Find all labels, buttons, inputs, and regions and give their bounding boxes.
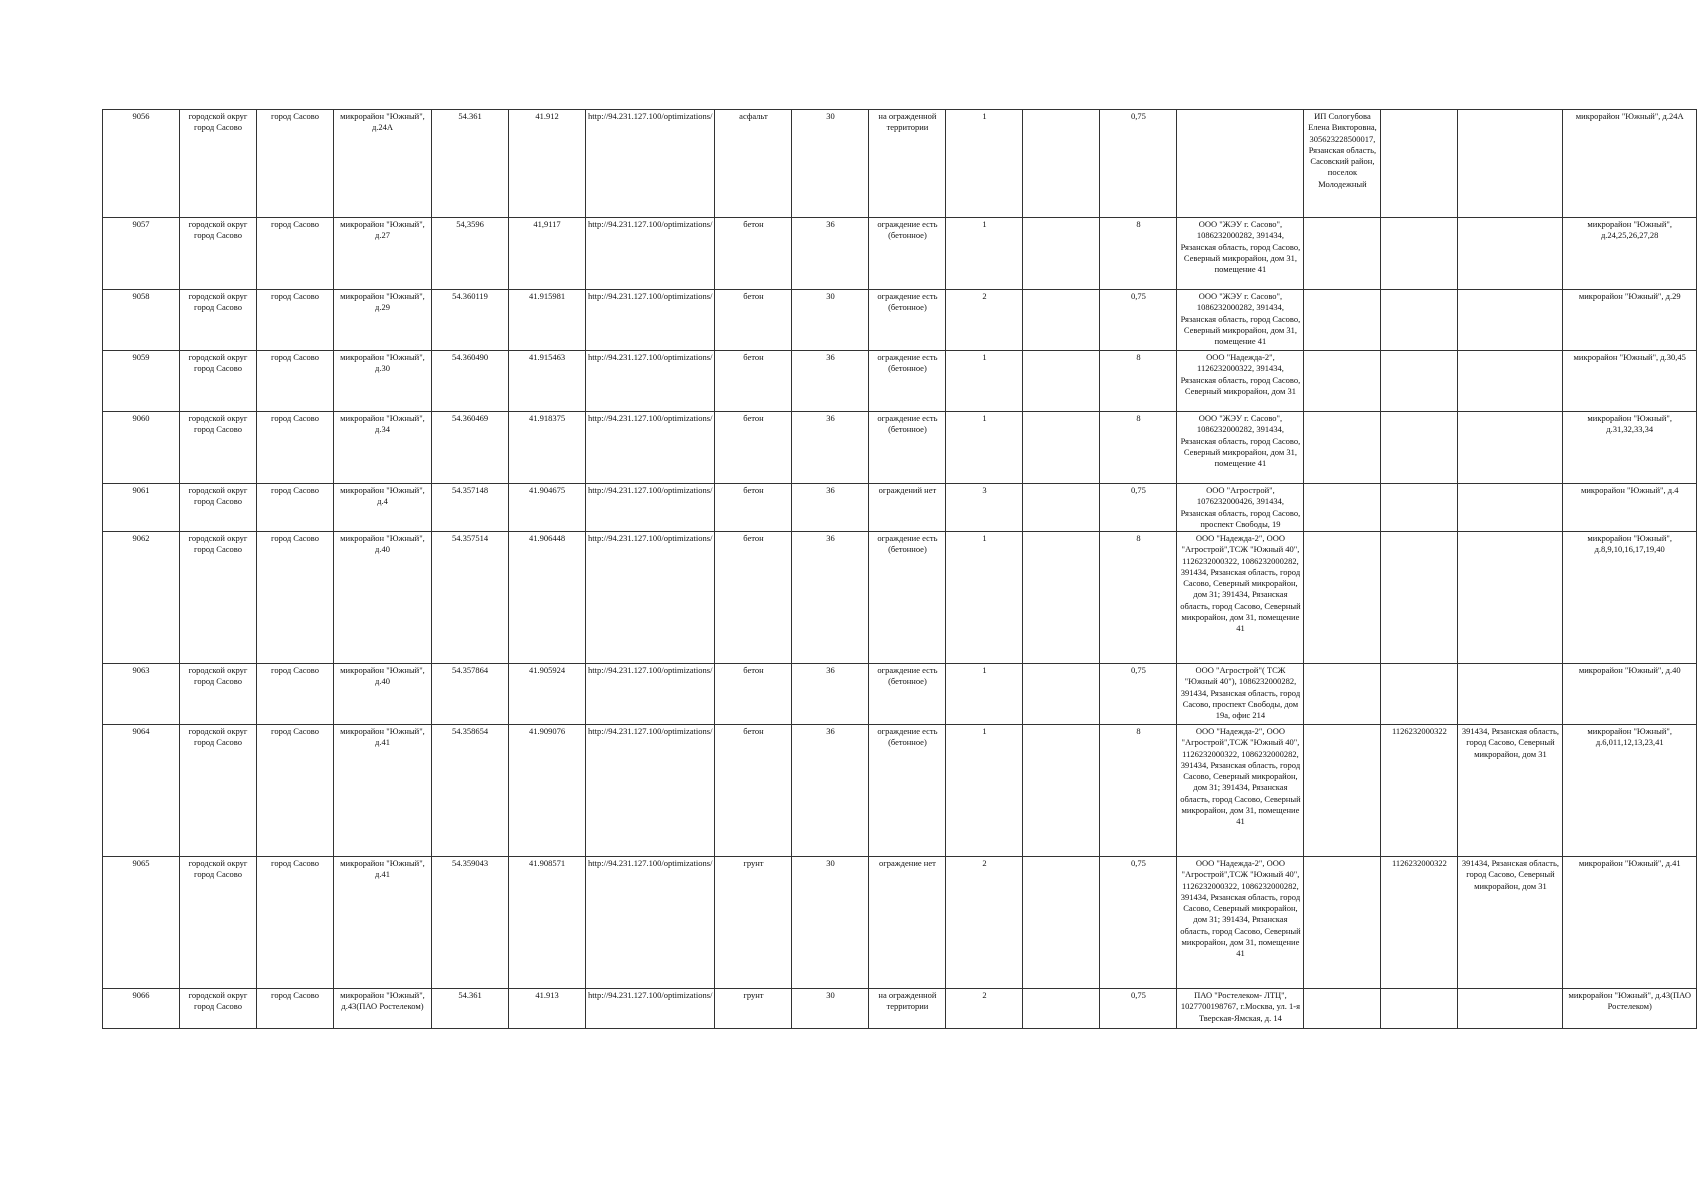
surface-cell: бетон (715, 290, 792, 351)
address-cell: микрорайон "Южный", д.40 (334, 532, 432, 664)
area-cell: 36 (792, 484, 869, 532)
fence-cell: ограждение есть (бетонное) (869, 218, 946, 290)
city-cell: город Сасово (257, 989, 334, 1029)
owner-cell: ООО "Агрострой"( ТСЖ "Южный 40"), 1086232000282, 391434, Рязанская область, город Сасово, проспект Свободы, дом 19а, офис 214 (1177, 664, 1304, 725)
owner-cell: ООО "Надежда-2", ООО "Агрострой",ТСЖ "Южный 40", 1126232000322, 1086232000282, 391434, Рязанская область, город Сасово, Северный микрорайон, дом 31; 391434, Рязанская область, город Сасово, Северный микрорайон, дом 31, помещение 41 (1177, 857, 1304, 989)
sources-cell: микрорайон "Южный", д.4 (1563, 484, 1697, 532)
owner-cell: ПАО "Ростелеком- ЛТЦ", 1027700198767, г.Москва, ул. 1-я Тверская-Ямская, д. 14 (1177, 989, 1304, 1029)
district-cell: городской округ город Сасово (180, 110, 257, 218)
row-id: 9066 (103, 989, 180, 1029)
row-id: 9058 (103, 290, 180, 351)
city-cell: город Сасово (257, 412, 334, 484)
url-cell: http://94.231.127.100/optimizations/ (586, 664, 715, 725)
longitude-cell: 41.904675 (509, 484, 586, 532)
sources-cell: микрорайон "Южный", д.31,32,33,34 (1563, 412, 1697, 484)
fence-cell: ограждение есть (бетонное) (869, 290, 946, 351)
legal-address-cell: 391434, Рязанская область, город Сасово, Северный микрорайон, дом 31 (1458, 857, 1563, 989)
owner-cell: ООО "ЖЭУ г. Сасово", 1086232000282, 391434, Рязанская область, город Сасово, Северный микрорайон, дом 31, помещение 41 (1177, 218, 1304, 290)
longitude-cell: 41.906448 (509, 532, 586, 664)
area-cell: 30 (792, 989, 869, 1029)
url-cell: http://94.231.127.100/optimizations/ (586, 351, 715, 412)
sources-cell: микрорайон "Южный", д.40 (1563, 664, 1697, 725)
row-id: 9060 (103, 412, 180, 484)
row-id: 9062 (103, 532, 180, 664)
city-cell: город Сасово (257, 532, 334, 664)
legal-address-cell (1458, 989, 1563, 1029)
legal-address-cell (1458, 664, 1563, 725)
city-cell: город Сасово (257, 857, 334, 989)
area-cell: 36 (792, 725, 869, 857)
containers-cell: 1 (946, 412, 1023, 484)
fence-cell: ограждение есть (бетонное) (869, 725, 946, 857)
city-cell: город Сасово (257, 484, 334, 532)
url-cell: http://94.231.127.100/optimizations/ (586, 218, 715, 290)
containers-cell: 1 (946, 218, 1023, 290)
longitude-cell: 41.909076 (509, 725, 586, 857)
surface-cell: грунт (715, 857, 792, 989)
waste-sites-table (102, 109, 1697, 1029)
owner-cell: ООО "Надежда-2", 1126232000322, 391434, Рязанская область, город Сасово, Северный микрорайон, дом 31 (1177, 351, 1304, 412)
sources-cell: микрорайон "Южный", д.43(ПАО Ростелеком) (1563, 989, 1697, 1029)
row-id: 9063 (103, 664, 180, 725)
surface-cell: бетон (715, 412, 792, 484)
owner-cell: ООО "ЖЭУ г. Сасово", 1086232000282, 391434, Рязанская область, город Сасово, Северный микрорайон, дом 31, помещение 41 (1177, 412, 1304, 484)
surface-cell: асфальт (715, 110, 792, 218)
url-cell: http://94.231.127.100/optimizations/ (586, 484, 715, 532)
legal-address-cell (1458, 532, 1563, 664)
volume-cell: 8 (1100, 351, 1177, 412)
volume-cell: 8 (1100, 532, 1177, 664)
surface-cell: бетон (715, 725, 792, 857)
owner-individual-cell (1304, 290, 1381, 351)
containers-cell: 2 (946, 857, 1023, 989)
district-cell: городской округ город Сасово (180, 351, 257, 412)
row-id: 9065 (103, 857, 180, 989)
volume-cell: 0,75 (1100, 110, 1177, 218)
owner-individual-cell (1304, 218, 1381, 290)
sources-cell: микрорайон "Южный", д.30,45 (1563, 351, 1697, 412)
surface-cell: бетон (715, 351, 792, 412)
latitude-cell: 54.361 (432, 110, 509, 218)
volume-cell: 0,75 (1100, 857, 1177, 989)
owner-individual-cell (1304, 725, 1381, 857)
address-cell: микрорайон "Южный", д.27 (334, 218, 432, 290)
table-row (103, 725, 1697, 857)
empty-cell (1023, 664, 1100, 725)
latitude-cell: 54.357864 (432, 664, 509, 725)
longitude-cell: 41.905924 (509, 664, 586, 725)
legal-address-cell (1458, 110, 1563, 218)
owner-individual-cell (1304, 351, 1381, 412)
address-cell: микрорайон "Южный", д.34 (334, 412, 432, 484)
row-id: 9059 (103, 351, 180, 412)
row-id: 9057 (103, 218, 180, 290)
legal-address-cell (1458, 218, 1563, 290)
latitude-cell: 54.359043 (432, 857, 509, 989)
volume-cell: 8 (1100, 412, 1177, 484)
fence-cell: ограждение есть (бетонное) (869, 351, 946, 412)
ogrn-cell (1381, 218, 1458, 290)
district-cell: городской округ город Сасово (180, 664, 257, 725)
address-cell: микрорайон "Южный", д.24А (334, 110, 432, 218)
table-row (103, 412, 1697, 484)
legal-address-cell (1458, 351, 1563, 412)
url-cell: http://94.231.127.100/optimizations/ (586, 857, 715, 989)
table-row (103, 989, 1697, 1029)
table-row (103, 532, 1697, 664)
table-row (103, 664, 1697, 725)
containers-cell: 1 (946, 351, 1023, 412)
ogrn-cell (1381, 412, 1458, 484)
owner-individual-cell (1304, 412, 1381, 484)
sources-cell: микрорайон "Южный", д.29 (1563, 290, 1697, 351)
row-id: 9064 (103, 725, 180, 857)
address-cell: микрорайон "Южный", д.43(ПАО Ростелеком) (334, 989, 432, 1029)
sources-cell: микрорайон "Южный", д.24А (1563, 110, 1697, 218)
legal-address-cell (1458, 412, 1563, 484)
owner-cell: ООО "Надежда-2", ООО "Агрострой",ТСЖ "Южный 40", 1126232000322, 1086232000282, 391434, Рязанская область, город Сасово, Северный микрорайон, дом 31; 391434, Рязанская область, город Сасово, Северный микрорайон, дом 31, помещение 41 (1177, 725, 1304, 857)
sources-cell: микрорайон "Южный", д.6,011,12,13,23,41 (1563, 725, 1697, 857)
area-cell: 36 (792, 532, 869, 664)
ogrn-cell (1381, 484, 1458, 532)
empty-cell (1023, 218, 1100, 290)
ogrn-cell (1381, 290, 1458, 351)
url-cell: http://94.231.127.100/optimizations/ (586, 532, 715, 664)
district-cell: городской округ город Сасово (180, 290, 257, 351)
ogrn-cell: 1126232000322 (1381, 857, 1458, 989)
longitude-cell: 41.912 (509, 110, 586, 218)
containers-cell: 2 (946, 989, 1023, 1029)
longitude-cell: 41,9117 (509, 218, 586, 290)
volume-cell: 0,75 (1100, 664, 1177, 725)
longitude-cell: 41.915981 (509, 290, 586, 351)
latitude-cell: 54,3596 (432, 218, 509, 290)
volume-cell: 8 (1100, 725, 1177, 857)
legal-address-cell (1458, 484, 1563, 532)
address-cell: микрорайон "Южный", д.29 (334, 290, 432, 351)
district-cell: городской округ город Сасово (180, 857, 257, 989)
surface-cell: бетон (715, 218, 792, 290)
ogrn-cell (1381, 989, 1458, 1029)
ogrn-cell: 1126232000322 (1381, 725, 1458, 857)
district-cell: городской округ город Сасово (180, 412, 257, 484)
area-cell: 36 (792, 664, 869, 725)
empty-cell (1023, 532, 1100, 664)
empty-cell (1023, 484, 1100, 532)
owner-individual-cell (1304, 857, 1381, 989)
fence-cell: на огражденной территории (869, 110, 946, 218)
area-cell: 30 (792, 110, 869, 218)
sources-cell: микрорайон "Южный", д.24,25,26,27,28 (1563, 218, 1697, 290)
longitude-cell: 41.908571 (509, 857, 586, 989)
city-cell: город Сасово (257, 218, 334, 290)
area-cell: 36 (792, 412, 869, 484)
empty-cell (1023, 412, 1100, 484)
empty-cell (1023, 725, 1100, 857)
containers-cell: 1 (946, 532, 1023, 664)
ogrn-cell (1381, 664, 1458, 725)
latitude-cell: 54.357148 (432, 484, 509, 532)
url-cell: http://94.231.127.100/optimizations/ (586, 290, 715, 351)
table-row (103, 484, 1697, 532)
ogrn-cell (1381, 110, 1458, 218)
empty-cell (1023, 110, 1100, 218)
latitude-cell: 54.357514 (432, 532, 509, 664)
sources-cell: микрорайон "Южный", д.8,9,10,16,17,19,40 (1563, 532, 1697, 664)
volume-cell: 8 (1100, 218, 1177, 290)
empty-cell (1023, 989, 1100, 1029)
area-cell: 36 (792, 351, 869, 412)
address-cell: микрорайон "Южный", д.41 (334, 725, 432, 857)
owner-individual-cell (1304, 484, 1381, 532)
containers-cell: 2 (946, 290, 1023, 351)
legal-address-cell: 391434, Рязанская область, город Сасово, Северный микрорайон, дом 31 (1458, 725, 1563, 857)
latitude-cell: 54.358654 (432, 725, 509, 857)
owner-cell: ООО "Агрострой", 1076232000426, 391434, Рязанская область, город Сасово, проспект Свободы, 19 (1177, 484, 1304, 532)
owner-cell (1177, 110, 1304, 218)
table-row (103, 290, 1697, 351)
owner-individual-cell: ИП Сологубова Елена Викторовна, 305623228500017, Рязанская область, Сасовский район, поселок Молодежный (1304, 110, 1381, 218)
area-cell: 30 (792, 290, 869, 351)
latitude-cell: 54.360469 (432, 412, 509, 484)
table-row (103, 857, 1697, 989)
url-cell: http://94.231.127.100/optimizations/ (586, 412, 715, 484)
district-cell: городской округ город Сасово (180, 989, 257, 1029)
row-id: 9056 (103, 110, 180, 218)
volume-cell: 0,75 (1100, 290, 1177, 351)
district-cell: городской округ город Сасово (180, 218, 257, 290)
volume-cell: 0,75 (1100, 484, 1177, 532)
longitude-cell: 41.915463 (509, 351, 586, 412)
legal-address-cell (1458, 290, 1563, 351)
containers-cell: 1 (946, 725, 1023, 857)
fence-cell: ограждение нет (869, 857, 946, 989)
owner-individual-cell (1304, 664, 1381, 725)
latitude-cell: 54.361 (432, 989, 509, 1029)
owner-individual-cell (1304, 532, 1381, 664)
url-cell: http://94.231.127.100/optimizations/ (586, 989, 715, 1029)
city-cell: город Сасово (257, 290, 334, 351)
district-cell: городской округ город Сасово (180, 484, 257, 532)
volume-cell: 0,75 (1100, 989, 1177, 1029)
latitude-cell: 54.360119 (432, 290, 509, 351)
city-cell: город Сасово (257, 110, 334, 218)
address-cell: микрорайон "Южный", д.41 (334, 857, 432, 989)
city-cell: город Сасово (257, 664, 334, 725)
surface-cell: бетон (715, 484, 792, 532)
city-cell: город Сасово (257, 725, 334, 857)
area-cell: 36 (792, 218, 869, 290)
address-cell: микрорайон "Южный", д.4 (334, 484, 432, 532)
fence-cell: ограждений нет (869, 484, 946, 532)
containers-cell: 1 (946, 110, 1023, 218)
address-cell: микрорайон "Южный", д.40 (334, 664, 432, 725)
table-row (103, 351, 1697, 412)
empty-cell (1023, 290, 1100, 351)
fence-cell: на огражденной территории (869, 989, 946, 1029)
containers-cell: 3 (946, 484, 1023, 532)
empty-cell (1023, 857, 1100, 989)
surface-cell: грунт (715, 989, 792, 1029)
containers-cell: 1 (946, 664, 1023, 725)
surface-cell: бетон (715, 532, 792, 664)
district-cell: городской округ город Сасово (180, 532, 257, 664)
row-id: 9061 (103, 484, 180, 532)
longitude-cell: 41.913 (509, 989, 586, 1029)
owner-cell: ООО "Надежда-2", ООО "Агрострой",ТСЖ "Южный 40", 1126232000322, 1086232000282, 391434, Рязанская область, город Сасово, Северный микрорайон, дом 31; 391434, Рязанская область, город Сасово, Северный микрорайон, дом 31, помещение 41 (1177, 532, 1304, 664)
table-row (103, 110, 1697, 218)
url-cell: http://94.231.127.100/optimizations/ (586, 725, 715, 857)
city-cell: город Сасово (257, 351, 334, 412)
address-cell: микрорайон "Южный", д.30 (334, 351, 432, 412)
table-row (103, 218, 1697, 290)
sources-cell: микрорайон "Южный", д.41 (1563, 857, 1697, 989)
owner-cell: ООО "ЖЭУ г. Сасово", 1086232000282, 391434, Рязанская область, город Сасово, Северный микрорайон, дом 31, помещение 41 (1177, 290, 1304, 351)
url-cell: http://94.231.127.100/optimizations/ (586, 110, 715, 218)
latitude-cell: 54.360490 (432, 351, 509, 412)
fence-cell: ограждение есть (бетонное) (869, 412, 946, 484)
empty-cell (1023, 351, 1100, 412)
ogrn-cell (1381, 351, 1458, 412)
owner-individual-cell (1304, 989, 1381, 1029)
ogrn-cell (1381, 532, 1458, 664)
district-cell: городской округ город Сасово (180, 725, 257, 857)
area-cell: 30 (792, 857, 869, 989)
fence-cell: ограждение есть (бетонное) (869, 664, 946, 725)
fence-cell: ограждение есть (бетонное) (869, 532, 946, 664)
longitude-cell: 41.918375 (509, 412, 586, 484)
surface-cell: бетон (715, 664, 792, 725)
